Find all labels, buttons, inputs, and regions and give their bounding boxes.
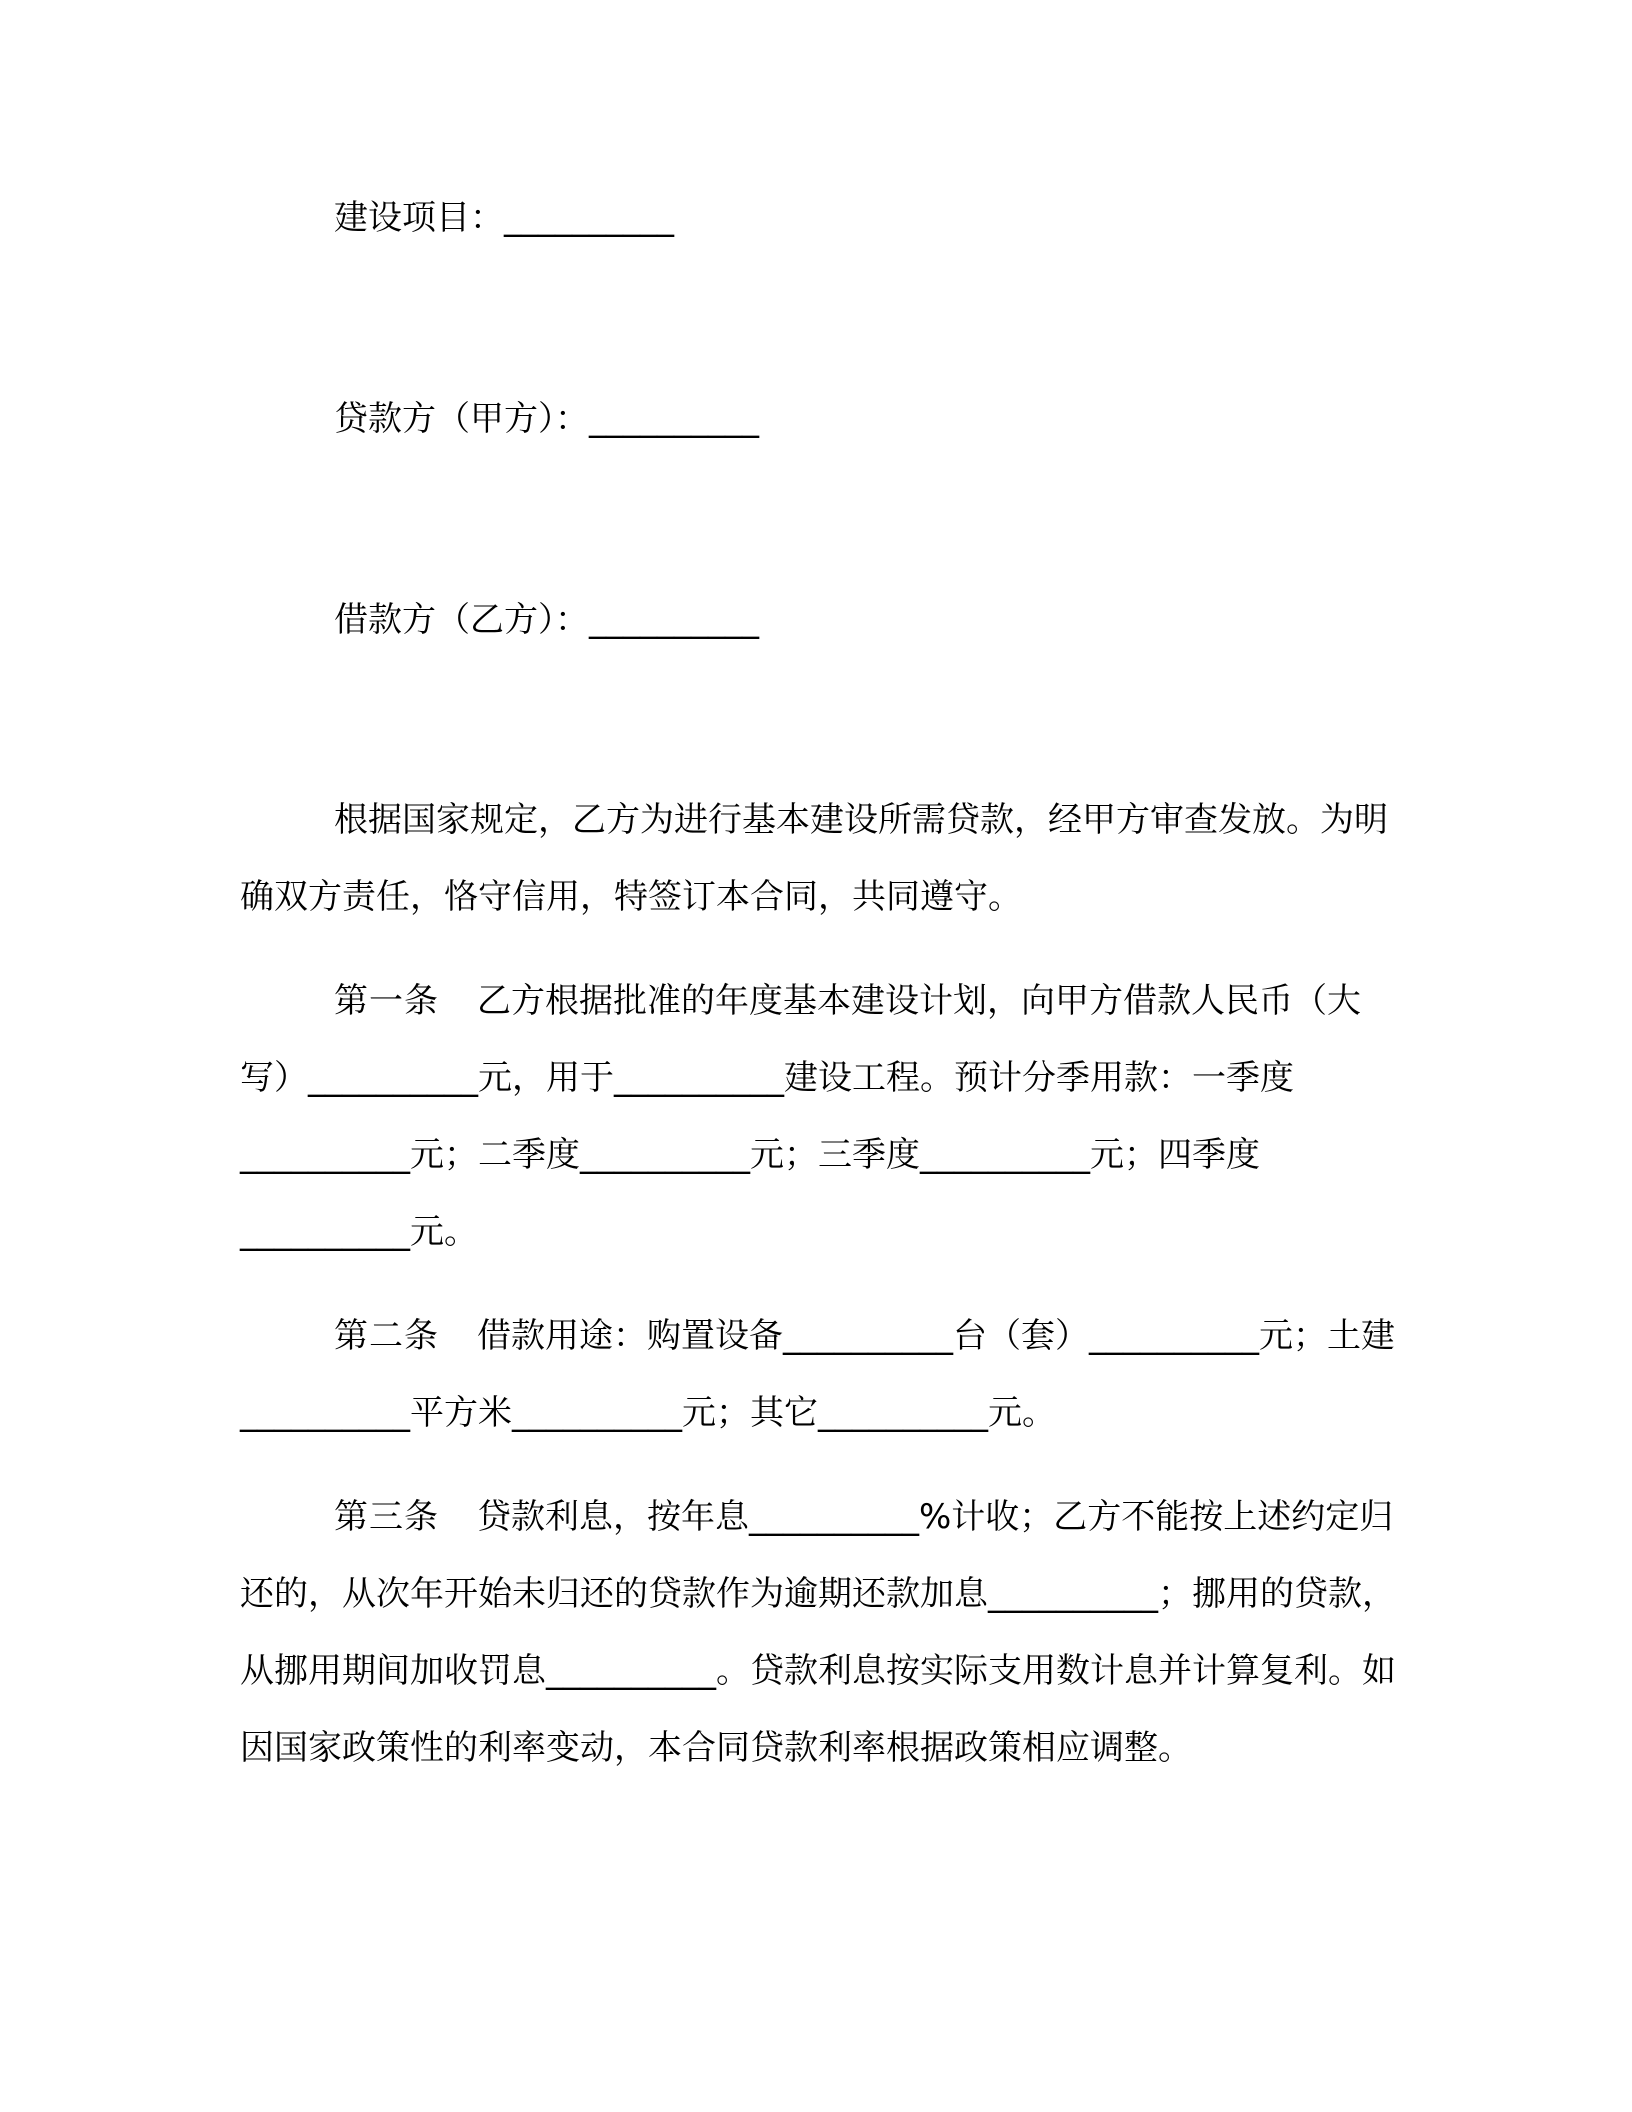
article-3 xyxy=(240,1479,1410,1787)
preamble-paragraph: 根据国家规定，乙方为进行基本建设所需贷款，经甲方审查发放。为明确双方责任，恪守信用，特签订本合同，共同遵守。 xyxy=(240,800,1388,917)
article-2 xyxy=(240,1298,1410,1452)
article-3-number: 第三条 xyxy=(334,1497,439,1537)
lender-field: 贷款方（甲方）：__________ xyxy=(334,399,759,439)
project-field: 建设项目：__________ xyxy=(334,198,674,238)
borrower-field: 借款方（乙方）：__________ xyxy=(334,600,759,640)
article-2-text: 借款用途：购置设备__________台（套）__________元；土建__________平方米__________元；其它__________元。 xyxy=(240,1316,1395,1433)
article-2-number: 第二条 xyxy=(334,1316,439,1356)
article-1-text: 乙方根据批准的年度基本建设计划，向甲方借款人民币（大写）__________元，用于__________建设工程。预计分季用款：一季度__________元；二季度__________元；三季度__________元；四季度__________元。 xyxy=(240,981,1361,1252)
article-3-text: 贷款利息，按年息__________%计收；乙方不能按上述约定归还的，从次年开始未归还的贷款作为逾期还款加息__________；挪用的贷款，从挪用期间加收罚息__________。贷款利息按实际支用数计息并计算复利。如因国家政策性的利率变动，本合同贷款利率根据政策相应调整。 xyxy=(240,1497,1396,1768)
article-1-number: 第一条 xyxy=(334,981,439,1021)
article-1 xyxy=(240,963,1410,1271)
contract-body xyxy=(240,782,1410,1787)
